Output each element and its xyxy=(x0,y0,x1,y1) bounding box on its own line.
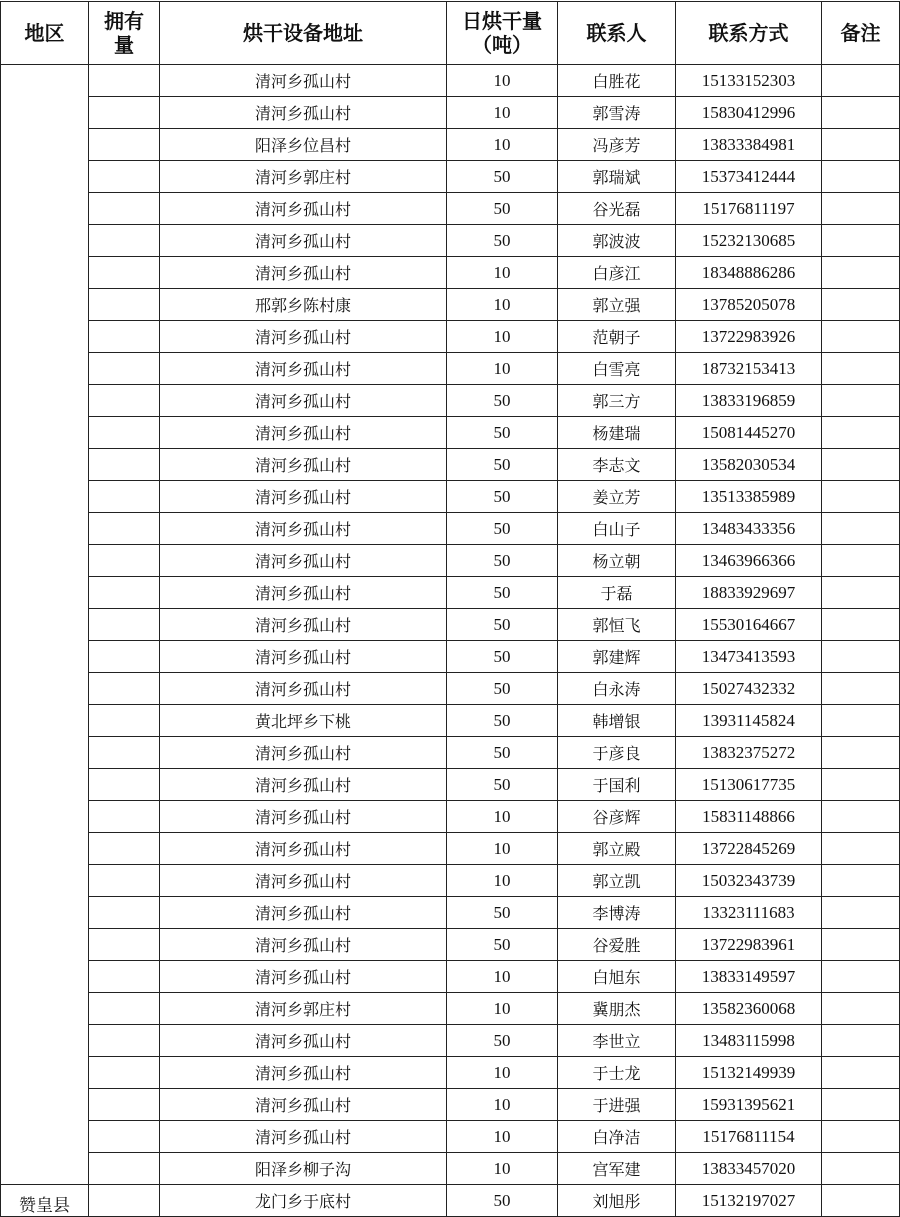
phone-cell: 13833149597 xyxy=(676,961,822,993)
table-row xyxy=(1,385,900,417)
contact-cell: 郭立强 xyxy=(558,289,676,321)
contact-cell: 谷爱胜 xyxy=(558,929,676,961)
phone-cell: 15130617735 xyxy=(676,769,822,801)
address-cell: 清河乡孤山村 xyxy=(160,865,447,897)
table-row xyxy=(1,1025,900,1057)
capacity-cell: 50 xyxy=(447,225,558,257)
note-cell xyxy=(822,353,900,385)
note-cell xyxy=(822,449,900,481)
table-row xyxy=(1,801,900,833)
table-row xyxy=(1,353,900,385)
contact-cell: 杨立朝 xyxy=(558,545,676,577)
capacity-cell: 10 xyxy=(447,865,558,897)
contact-cell: 白雪亮 xyxy=(558,353,676,385)
note-cell xyxy=(822,865,900,897)
table-row xyxy=(1,97,900,129)
contact-cell: 郭瑞斌 xyxy=(558,161,676,193)
capacity-cell: 50 xyxy=(447,609,558,641)
note-cell xyxy=(822,417,900,449)
owned-cell xyxy=(89,417,160,449)
capacity-cell: 50 xyxy=(447,513,558,545)
note-cell xyxy=(822,193,900,225)
table-row xyxy=(1,1121,900,1153)
table-row xyxy=(1,673,900,705)
contact-cell: 姜立芳 xyxy=(558,481,676,513)
table-row xyxy=(1,193,900,225)
contact-cell: 郭三方 xyxy=(558,385,676,417)
header-row xyxy=(1,2,900,65)
capacity-cell: 50 xyxy=(447,897,558,929)
table-row xyxy=(1,865,900,897)
note-cell xyxy=(822,833,900,865)
capacity-cell: 50 xyxy=(447,1025,558,1057)
owned-cell xyxy=(89,705,160,737)
capacity-cell: 50 xyxy=(447,449,558,481)
capacity-cell: 10 xyxy=(447,993,558,1025)
table-row xyxy=(1,289,900,321)
capacity-cell: 10 xyxy=(447,1089,558,1121)
note-cell xyxy=(822,929,900,961)
region-cell: 赞皇县 xyxy=(1,1185,89,1217)
capacity-cell: 50 xyxy=(447,161,558,193)
owned-cell xyxy=(89,897,160,929)
table-row xyxy=(1,321,900,353)
table-row xyxy=(1,1057,900,1089)
contact-cell: 于彦良 xyxy=(558,737,676,769)
address-cell: 清河乡孤山村 xyxy=(160,833,447,865)
phone-cell: 13832375272 xyxy=(676,737,822,769)
note-cell xyxy=(822,641,900,673)
address-cell: 清河乡孤山村 xyxy=(160,481,447,513)
address-cell: 清河乡孤山村 xyxy=(160,801,447,833)
note-cell xyxy=(822,705,900,737)
note-cell xyxy=(822,609,900,641)
note-cell xyxy=(822,513,900,545)
owned-cell xyxy=(89,1057,160,1089)
note-cell xyxy=(822,1089,900,1121)
address-cell: 清河乡孤山村 xyxy=(160,673,447,705)
capacity-cell: 50 xyxy=(447,193,558,225)
owned-cell xyxy=(89,545,160,577)
phone-cell: 13785205078 xyxy=(676,289,822,321)
phone-cell: 15132149939 xyxy=(676,1057,822,1089)
note-cell xyxy=(822,289,900,321)
address-cell: 清河乡孤山村 xyxy=(160,225,447,257)
header-capacity: 日烘干量（吨） xyxy=(447,2,558,65)
address-cell: 清河乡孤山村 xyxy=(160,1089,447,1121)
phone-cell: 15027432332 xyxy=(676,673,822,705)
address-cell: 清河乡孤山村 xyxy=(160,929,447,961)
note-cell xyxy=(822,545,900,577)
table-row xyxy=(1,897,900,929)
owned-cell xyxy=(89,609,160,641)
table-row xyxy=(1,129,900,161)
table-row xyxy=(1,769,900,801)
address-cell: 龙门乡于底村 xyxy=(160,1185,447,1217)
owned-cell xyxy=(89,577,160,609)
capacity-cell: 10 xyxy=(447,97,558,129)
capacity-cell: 50 xyxy=(447,641,558,673)
phone-cell: 13513385989 xyxy=(676,481,822,513)
contact-cell: 于进强 xyxy=(558,1089,676,1121)
phone-cell: 15133152303 xyxy=(676,65,822,97)
phone-cell: 13483433356 xyxy=(676,513,822,545)
contact-cell: 白胜花 xyxy=(558,65,676,97)
note-cell xyxy=(822,737,900,769)
note-cell xyxy=(822,1057,900,1089)
address-cell: 清河乡孤山村 xyxy=(160,193,447,225)
contact-cell: 于磊 xyxy=(558,577,676,609)
capacity-cell: 50 xyxy=(447,1185,558,1217)
phone-cell: 15831148866 xyxy=(676,801,822,833)
address-cell: 清河乡孤山村 xyxy=(160,897,447,929)
address-cell: 清河乡孤山村 xyxy=(160,609,447,641)
owned-cell xyxy=(89,993,160,1025)
note-cell xyxy=(822,1121,900,1153)
capacity-cell: 10 xyxy=(447,961,558,993)
note-cell xyxy=(822,769,900,801)
address-cell: 清河乡孤山村 xyxy=(160,385,447,417)
contact-cell: 李世立 xyxy=(558,1025,676,1057)
header-address: 烘干设备地址 xyxy=(160,2,447,65)
header-phone: 联系方式 xyxy=(676,2,822,65)
owned-cell xyxy=(89,97,160,129)
phone-cell: 13833196859 xyxy=(676,385,822,417)
note-cell xyxy=(822,161,900,193)
address-cell: 清河乡孤山村 xyxy=(160,353,447,385)
address-cell: 清河乡孤山村 xyxy=(160,961,447,993)
capacity-cell: 50 xyxy=(447,385,558,417)
contact-cell: 谷彦辉 xyxy=(558,801,676,833)
address-cell: 清河乡孤山村 xyxy=(160,257,447,289)
phone-cell: 15530164667 xyxy=(676,609,822,641)
contact-cell: 郭恒飞 xyxy=(558,609,676,641)
table-row xyxy=(1,449,900,481)
table-row xyxy=(1,577,900,609)
table-row xyxy=(1,961,900,993)
contact-cell: 李志文 xyxy=(558,449,676,481)
address-cell: 清河乡孤山村 xyxy=(160,513,447,545)
address-cell: 清河乡孤山村 xyxy=(160,449,447,481)
note-cell xyxy=(822,257,900,289)
address-cell: 清河乡孤山村 xyxy=(160,545,447,577)
table-row xyxy=(1,1153,900,1185)
note-cell xyxy=(822,129,900,161)
address-cell: 清河乡孤山村 xyxy=(160,1025,447,1057)
owned-cell xyxy=(89,129,160,161)
phone-cell: 15176811154 xyxy=(676,1121,822,1153)
owned-cell xyxy=(89,1121,160,1153)
capacity-cell: 10 xyxy=(447,1153,558,1185)
header-region: 地区 xyxy=(1,2,89,65)
owned-cell xyxy=(89,65,160,97)
phone-cell: 13473413593 xyxy=(676,641,822,673)
address-cell: 邢郭乡陈村康 xyxy=(160,289,447,321)
phone-cell: 13833384981 xyxy=(676,129,822,161)
contact-cell: 白旭东 xyxy=(558,961,676,993)
owned-cell xyxy=(89,353,160,385)
address-cell: 清河乡郭庄村 xyxy=(160,993,447,1025)
owned-cell xyxy=(89,801,160,833)
owned-cell xyxy=(89,737,160,769)
table-row xyxy=(1,1089,900,1121)
capacity-cell: 10 xyxy=(447,833,558,865)
capacity-cell: 50 xyxy=(447,705,558,737)
note-cell xyxy=(822,577,900,609)
contact-cell: 于士龙 xyxy=(558,1057,676,1089)
owned-cell xyxy=(89,257,160,289)
capacity-cell: 10 xyxy=(447,801,558,833)
table-row xyxy=(1,225,900,257)
capacity-cell: 10 xyxy=(447,129,558,161)
capacity-cell: 50 xyxy=(447,481,558,513)
address-cell: 阳泽乡柳子沟 xyxy=(160,1153,447,1185)
capacity-cell: 10 xyxy=(447,353,558,385)
address-cell: 清河乡孤山村 xyxy=(160,641,447,673)
capacity-cell: 50 xyxy=(447,417,558,449)
phone-cell: 15032343739 xyxy=(676,865,822,897)
phone-cell: 15176811197 xyxy=(676,193,822,225)
phone-cell: 15373412444 xyxy=(676,161,822,193)
table-row xyxy=(1,417,900,449)
contact-cell: 刘旭彤 xyxy=(558,1185,676,1217)
capacity-cell: 50 xyxy=(447,769,558,801)
table-row xyxy=(1,545,900,577)
dryer-contact-table xyxy=(0,1,900,1217)
contact-cell: 谷光磊 xyxy=(558,193,676,225)
phone-cell: 13722983961 xyxy=(676,929,822,961)
owned-cell xyxy=(89,321,160,353)
note-cell xyxy=(822,1153,900,1185)
header-note: 备注 xyxy=(822,2,900,65)
contact-cell: 范朝子 xyxy=(558,321,676,353)
table-row xyxy=(1,609,900,641)
owned-cell xyxy=(89,193,160,225)
table-row xyxy=(1,705,900,737)
owned-cell xyxy=(89,1153,160,1185)
note-cell xyxy=(822,1025,900,1057)
address-cell: 清河乡孤山村 xyxy=(160,417,447,449)
note-cell xyxy=(822,225,900,257)
table-row xyxy=(1,641,900,673)
phone-cell: 15931395621 xyxy=(676,1089,822,1121)
capacity-cell: 50 xyxy=(447,929,558,961)
note-cell xyxy=(822,97,900,129)
contact-cell: 白永涛 xyxy=(558,673,676,705)
capacity-cell: 10 xyxy=(447,289,558,321)
owned-cell xyxy=(89,449,160,481)
phone-cell: 13833457020 xyxy=(676,1153,822,1185)
owned-cell xyxy=(89,961,160,993)
contact-cell: 白山子 xyxy=(558,513,676,545)
header-owned: 拥有量 xyxy=(89,2,160,65)
contact-cell: 冯彦芳 xyxy=(558,129,676,161)
table-row xyxy=(1,513,900,545)
capacity-cell: 50 xyxy=(447,577,558,609)
capacity-cell: 10 xyxy=(447,321,558,353)
phone-cell: 18833929697 xyxy=(676,577,822,609)
table-row xyxy=(1,481,900,513)
contact-cell: 韩增银 xyxy=(558,705,676,737)
contact-cell: 郭波波 xyxy=(558,225,676,257)
table-row xyxy=(1,993,900,1025)
owned-cell xyxy=(89,833,160,865)
owned-cell xyxy=(89,929,160,961)
owned-cell xyxy=(89,481,160,513)
contact-cell: 郭雪涛 xyxy=(558,97,676,129)
capacity-cell: 50 xyxy=(447,545,558,577)
contact-cell: 于国利 xyxy=(558,769,676,801)
owned-cell xyxy=(89,673,160,705)
capacity-cell: 50 xyxy=(447,673,558,705)
owned-cell xyxy=(89,865,160,897)
contact-cell: 白彦江 xyxy=(558,257,676,289)
note-cell xyxy=(822,897,900,929)
phone-cell: 15081445270 xyxy=(676,417,822,449)
capacity-cell: 10 xyxy=(447,65,558,97)
table-row xyxy=(1,929,900,961)
owned-cell xyxy=(89,641,160,673)
owned-cell xyxy=(89,225,160,257)
contact-cell: 冀朋杰 xyxy=(558,993,676,1025)
address-cell: 清河乡孤山村 xyxy=(160,737,447,769)
phone-cell: 13931145824 xyxy=(676,705,822,737)
contact-cell: 郭立殿 xyxy=(558,833,676,865)
phone-cell: 15232130685 xyxy=(676,225,822,257)
phone-cell: 18732153413 xyxy=(676,353,822,385)
note-cell xyxy=(822,993,900,1025)
owned-cell xyxy=(89,513,160,545)
phone-cell: 13483115998 xyxy=(676,1025,822,1057)
address-cell: 黄北坪乡下桃 xyxy=(160,705,447,737)
owned-cell xyxy=(89,289,160,321)
table-row xyxy=(1,65,900,97)
note-cell xyxy=(822,65,900,97)
table-row xyxy=(1,833,900,865)
note-cell xyxy=(822,961,900,993)
owned-cell xyxy=(89,1025,160,1057)
address-cell: 清河乡孤山村 xyxy=(160,769,447,801)
address-cell: 清河乡孤山村 xyxy=(160,577,447,609)
header-contact: 联系人 xyxy=(558,2,676,65)
owned-cell xyxy=(89,769,160,801)
note-cell xyxy=(822,385,900,417)
contact-cell: 杨建瑞 xyxy=(558,417,676,449)
contact-cell: 宫军建 xyxy=(558,1153,676,1185)
owned-cell xyxy=(89,1089,160,1121)
table-row xyxy=(1,161,900,193)
phone-cell: 15132197027 xyxy=(676,1185,822,1217)
address-cell: 清河乡孤山村 xyxy=(160,321,447,353)
owned-cell xyxy=(89,161,160,193)
phone-cell: 13722845269 xyxy=(676,833,822,865)
address-cell: 清河乡孤山村 xyxy=(160,97,447,129)
phone-cell: 13463966366 xyxy=(676,545,822,577)
phone-cell: 18348886286 xyxy=(676,257,822,289)
note-cell xyxy=(822,481,900,513)
phone-cell: 13323111683 xyxy=(676,897,822,929)
address-cell: 清河乡郭庄村 xyxy=(160,161,447,193)
contact-cell: 李博涛 xyxy=(558,897,676,929)
phone-cell: 13722983926 xyxy=(676,321,822,353)
contact-cell: 郭立凯 xyxy=(558,865,676,897)
address-cell: 清河乡孤山村 xyxy=(160,65,447,97)
contact-cell: 郭建辉 xyxy=(558,641,676,673)
note-cell xyxy=(822,321,900,353)
capacity-cell: 10 xyxy=(447,1121,558,1153)
phone-cell: 15830412996 xyxy=(676,97,822,129)
region-cell-empty xyxy=(1,65,89,1185)
capacity-cell: 10 xyxy=(447,1057,558,1089)
table-row xyxy=(1,257,900,289)
address-cell: 清河乡孤山村 xyxy=(160,1121,447,1153)
table-row xyxy=(1,737,900,769)
capacity-cell: 10 xyxy=(447,257,558,289)
capacity-cell: 50 xyxy=(447,737,558,769)
owned-cell xyxy=(89,385,160,417)
phone-cell: 13582360068 xyxy=(676,993,822,1025)
phone-cell: 13582030534 xyxy=(676,449,822,481)
address-cell: 阳泽乡位昌村 xyxy=(160,129,447,161)
contact-cell: 白净洁 xyxy=(558,1121,676,1153)
note-cell xyxy=(822,673,900,705)
note-cell xyxy=(822,801,900,833)
address-cell: 清河乡孤山村 xyxy=(160,1057,447,1089)
table-body xyxy=(1,65,900,1217)
